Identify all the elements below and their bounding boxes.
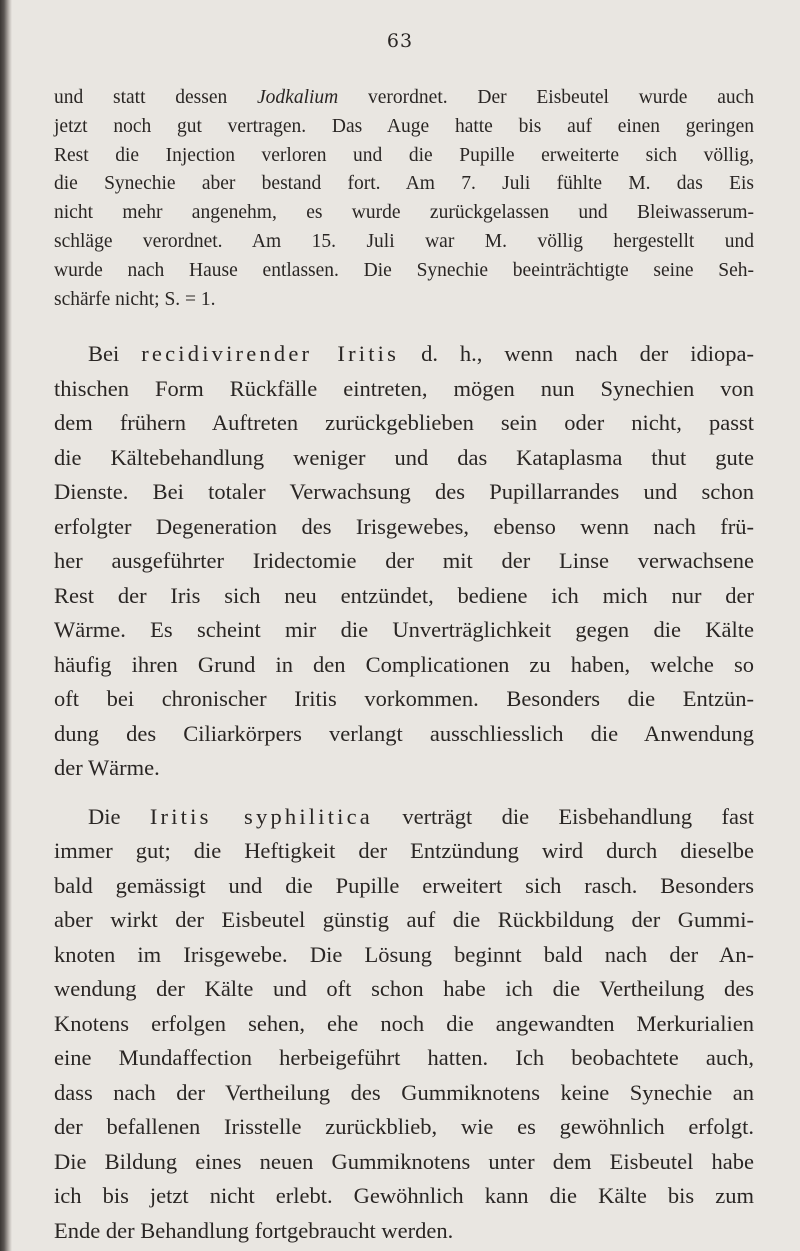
- text-run: die Kältebehandlung weniger und das Kataplasma thut gute: [54, 444, 754, 470]
- paragraph-1: [54, 84, 754, 314]
- text-run: knoten im Irisgewebe. Die Lösung beginnt bald nach der An-: [54, 941, 754, 967]
- text-run: nicht mehr angenehm, es wurde zurückgelassen und Bleiwasserum-: [54, 202, 754, 224]
- text-line: [54, 337, 754, 372]
- page-binding-edge: [0, 0, 12, 1251]
- text-line: [54, 834, 754, 869]
- italic-term: Jodkalium: [257, 87, 339, 108]
- page-number: 63: [386, 30, 414, 52]
- text-run: her ausgeführter Iridectomie der mit der Linse verwachsene: [54, 548, 754, 574]
- text-run: Wärme. Es scheint mir die Unverträglichkeit gegen die Kälte: [54, 617, 754, 643]
- text-run: Die: [88, 803, 150, 829]
- paragraph-3: [54, 800, 754, 1249]
- text-line: [54, 751, 754, 786]
- text-line: [54, 682, 754, 717]
- paragraph-gap: [54, 314, 754, 337]
- text-line: [54, 372, 754, 407]
- spaced-term: Iritis syphilitica: [149, 803, 373, 829]
- text-run: die Synechie aber bestand fort. Am 7. Juli fühlte M. das Eis: [54, 173, 754, 195]
- text-line: [54, 800, 754, 835]
- text-line: [54, 613, 754, 648]
- spaced-term: recidivirender Iritis: [141, 341, 400, 367]
- text-line: [54, 579, 754, 614]
- text-line: [54, 406, 754, 441]
- text-line: [54, 199, 754, 228]
- text-run: Rest die Injection verloren und die Pupille erweiterte sich völlig,: [54, 144, 754, 166]
- body-text: [54, 84, 754, 1248]
- text-run: schärfe nicht; S. = 1.: [54, 288, 216, 310]
- text-line: [54, 441, 754, 476]
- text-line: [54, 257, 754, 286]
- text-line: [54, 903, 754, 938]
- text-line: [54, 1007, 754, 1042]
- text-run: dung des Ciliarkörpers verlangt ausschliesslich die Anwendung: [54, 720, 754, 746]
- text-line: [54, 1179, 754, 1214]
- text-run: häufig ihren Grund in den Complicationen zu haben, welche so: [54, 651, 754, 677]
- text-run: oft bei chronischer Iritis vorkommen. Besonders die Entzün-: [54, 686, 754, 712]
- text-line: [54, 228, 754, 257]
- text-line: [54, 1145, 754, 1180]
- text-line: [54, 510, 754, 545]
- text-line: [54, 475, 754, 510]
- text-line: [54, 1041, 754, 1076]
- text-line: [54, 972, 754, 1007]
- text-run: d. h., wenn nach der idiopa-: [399, 341, 755, 367]
- text-run: dass nach der Vertheilung des Gummiknotens keine Synechie an: [54, 1079, 754, 1105]
- text-line: [54, 170, 754, 199]
- text-run: thischen Form Rückfälle eintreten, mögen nun Synechien von: [54, 375, 754, 401]
- text-line: [54, 1076, 754, 1111]
- paragraph-gap: [54, 786, 754, 800]
- text-run: erfolgter Degeneration des Irisgewebes, ebenso wenn nach frü-: [54, 513, 754, 539]
- text-run: wurde nach Hause entlassen. Die Synechie beeinträchtigte seine Seh-: [54, 259, 754, 281]
- text-run: verträgt die Eisbehandlung fast: [373, 803, 754, 829]
- text-line: [54, 1110, 754, 1145]
- text-line: [54, 286, 754, 315]
- text-run: immer gut; die Heftigkeit der Entzündung wird durch dieselbe: [54, 838, 754, 864]
- text-run: der Wärme.: [54, 755, 160, 781]
- text-line: [54, 869, 754, 904]
- text-line: [54, 1214, 754, 1249]
- text-run: verordnet. Der Eisbeutel wurde auch: [338, 87, 754, 108]
- text-run: der befallenen Irisstelle zurückblieb, wie es gewöhnlich erfolgt.: [54, 1114, 754, 1140]
- text-run: und statt dessen: [54, 87, 258, 108]
- text-run: aber wirkt der Eisbeutel günstig auf die Rückbildung der Gummi-: [54, 907, 754, 933]
- text-run: Dienste. Bei totaler Verwachsung des Pupillarrandes und schon: [54, 479, 754, 505]
- text-run: schläge verordnet. Am 15. Juli war M. völlig hergestellt und: [54, 230, 754, 252]
- text-run: jetzt noch gut vertragen. Das Auge hatte bis auf einen geringen: [54, 115, 754, 137]
- text-line: [54, 717, 754, 752]
- text-run: bald gemässigt und die Pupille erweitert sich rasch. Besonders: [54, 872, 754, 898]
- text-run: Bei: [88, 341, 142, 367]
- text-line: [54, 142, 754, 171]
- text-line: [54, 113, 754, 142]
- text-run: wendung der Kälte und oft schon habe ich die Vertheilung des: [54, 976, 754, 1002]
- text-run: Knotens erfolgen sehen, ehe noch die angewandten Merkurialien: [54, 1010, 754, 1036]
- text-line: [54, 938, 754, 973]
- text-run: eine Mundaffection herbeigeführt hatten. Ich beobachtete auch,: [54, 1045, 754, 1071]
- text-run: Rest der Iris sich neu entzündet, bediene ich mich nur der: [54, 582, 754, 608]
- paragraph-2: [54, 337, 754, 786]
- text-line: [54, 544, 754, 579]
- text-run: Die Bildung eines neuen Gummiknotens unter dem Eisbeutel habe: [54, 1148, 754, 1174]
- text-run: Ende der Behandlung fortgebraucht werden.: [54, 1217, 454, 1243]
- text-run: ich bis jetzt nicht erlebt. Gewöhnlich kann die Kälte bis zum: [54, 1183, 754, 1209]
- text-line: [54, 84, 754, 113]
- text-line: [54, 648, 754, 683]
- text-run: dem frühern Auftreten zurückgeblieben sein oder nicht, passt: [54, 410, 754, 436]
